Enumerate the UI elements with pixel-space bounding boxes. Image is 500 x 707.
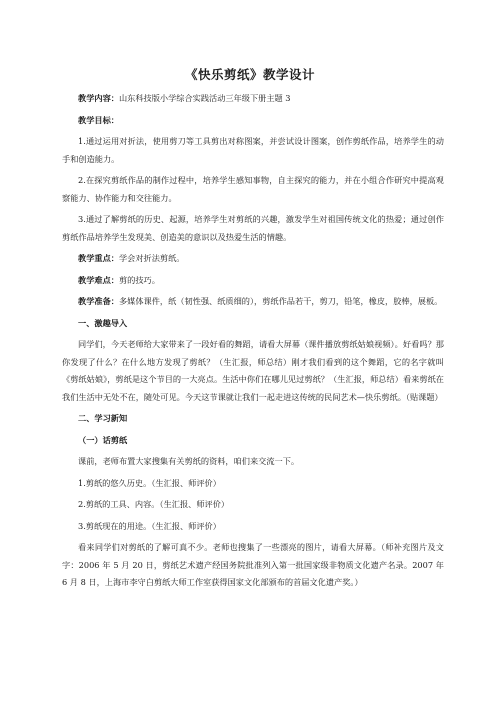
subheading-label: （一）话剪纸 (78, 434, 128, 445)
goal-item-3: 3.通过了解剪纸的历史、起源，培养学生对剪纸的兴趣，激发学生对祖国传统文化的热爱；通过创作剪纸作品培养学生发现美、创造美的意识以及热爱生活的情趣。 (62, 214, 444, 242)
section2-subheading (62, 432, 444, 450)
key-point-label: 教学重点： (78, 253, 119, 263)
goals-heading (62, 112, 444, 130)
document-title: 《快乐剪纸》教学设计 (184, 67, 315, 82)
preparation (62, 293, 444, 311)
section1-paragraph: 同学们，今天老师给大家带来了一段好看的舞蹈，请看大屏幕（课件播放剪纸姑娘视频）。好看吗？那你发现了什么？在什么地方发现了剪纸？（生汇报，师总结）刚才我们看到的这个舞蹈，它的名字就叫《剪纸姑娘》，剪纸是这个节目的一大亮点。生活中你们在哪儿见过剪纸？（生汇报，师总结）看来剪纸在我们生活中无处不在，随处可见。今天这节课就让我们一起走进这传统的民间艺术—快乐剪纸。（贴课题） (62, 339, 444, 402)
section2-item-3: 3.剪纸现在的用途。（生汇报、师评价） (78, 520, 221, 531)
teaching-content-label: 教学内容： (78, 93, 119, 103)
difficulty-label: 教学难点： (78, 274, 119, 285)
teaching-content (62, 90, 444, 108)
section2-item-2: 2.剪纸的工具、内容。（生汇报、师评价） (78, 499, 230, 509)
goals-label: 教学目标： (78, 114, 119, 125)
key-point (62, 250, 444, 268)
key-point-text: 学会对折法剪纸。 (118, 253, 185, 263)
section2-intro: 课前，老师布置大家搜集有关剪纸的资料，咱们来交流一下。 (78, 456, 300, 466)
difficulty-text: 剪的技巧。 (118, 274, 160, 285)
section2-heading: 二、学习新知 (78, 413, 128, 423)
section1-heading: 一、激趣导入 (78, 317, 128, 328)
teaching-content-text: 山东科技版小学综合实践活动三年级下册主题 3 (118, 93, 291, 103)
section2-item-1: 1.剪纸的悠久历史。（生汇报、师评价） (78, 477, 221, 488)
section2-closing: 看来同学们对剪纸的了解可真不少。老师也搜集了一些漂亮的图片，请看大屏幕。（师补充图片及文字：2006 年 5 月 20 日，剪纸艺术遗产经国务院批准列入第一批国家级非物质文化遗产名录。2007 年 6 月 8 日，上海市李守白剪纸大师工作室获得国家文化部颁布的首届文化遗产奖。） (62, 542, 444, 587)
document-body (62, 90, 444, 596)
goal-item-2: 2.在探究剪纸作品的制作过程中，培养学生感知事物，自主探究的能力，并在小组合作研究中提高观察能力、协作能力和交往能力。 (62, 175, 444, 203)
preparation-label: 教学准备： (78, 296, 119, 306)
goal-item-1: 1.通过运用对折法，使用剪刀等工具剪出对称图案，并尝试设计图案，创作剪纸作品，培养学生的动手和创造能力。 (62, 136, 444, 164)
preparation-text: 多媒体课件，纸（韧性强、纸质细的），剪纸作品若干，剪刀，铅笔，橡皮，胶棒，展板。 (118, 296, 443, 306)
difficulty (62, 272, 444, 290)
